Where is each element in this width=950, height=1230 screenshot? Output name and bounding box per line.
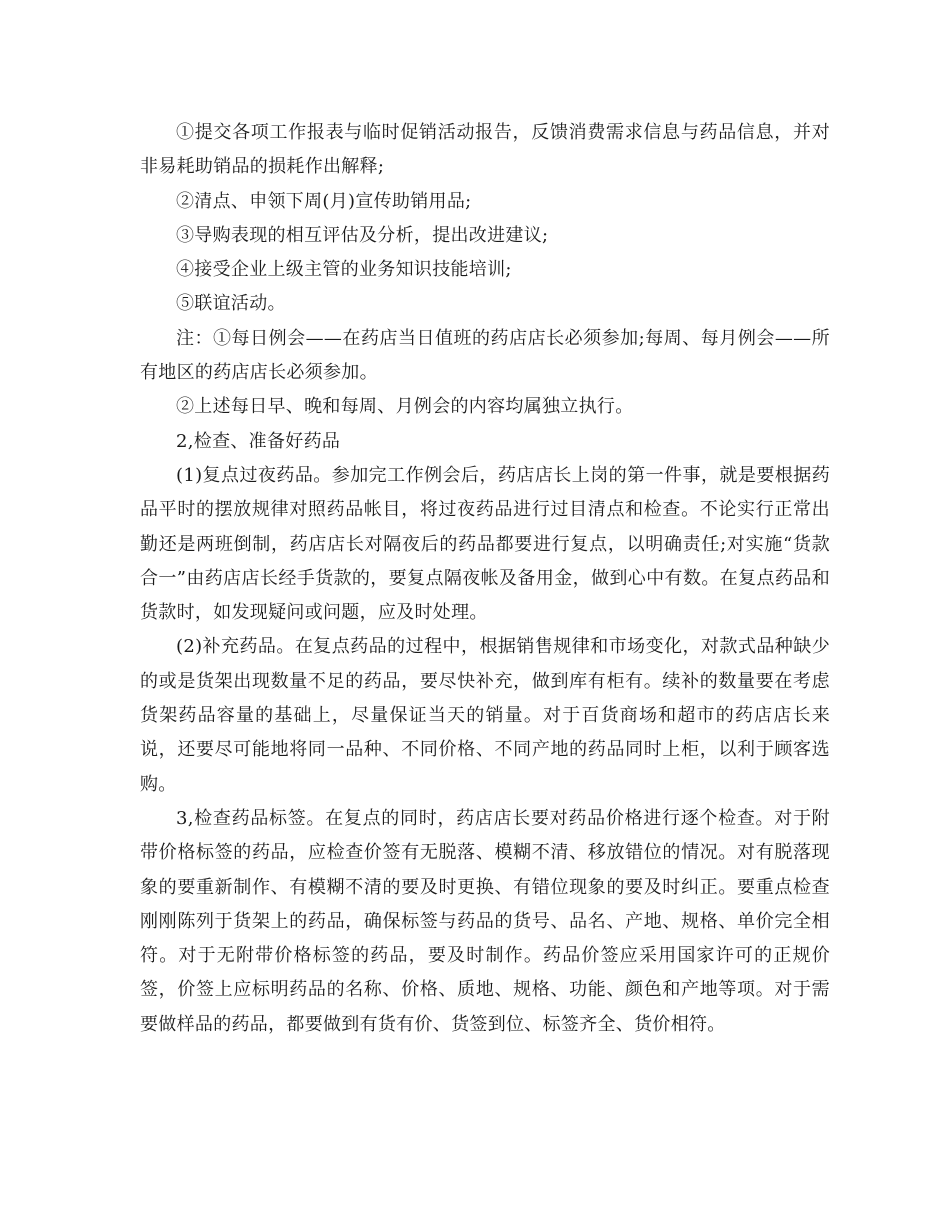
document-body <box>140 116 830 1042</box>
note-paragraph-2: ②上述每日早、晚和每周、月例会的内容均属独立执行。 <box>176 396 634 418</box>
paragraph-recount-drugs: (1)复点过夜药品。参加完工作例会后，药店店长上岗的第一件事，就是要根据药品平时的摆放规律对照药品帐目，将过夜药品进行过目清点和检查。不论实行正常出勤还是两班倒制，药店店长对隔夜后的药品都要进行复点，以明确责任;对实施“货款合一”由药店店长经手货款的，要复点隔夜帐及备用金，做到心中有数。在复点药品和货款时，如发现疑问或问题，应及时处理。 <box>140 464 830 624</box>
paragraph-check-labels: 3,检查药品标签。在复点的同时，药店店长要对药品价格进行逐个检查。对于附带价格标签的药品，应检查价签有无脱落、模糊不清、移放错位的情况。对有脱落现象的要重新制作、有模糊不清的要及时更换、有错位现象的要及时纠正。要重点检查刚刚陈列于货架上的药品，确保标签与药品的货号、品名、产地、规格、单价完全相符。对于无附带价格标签的药品，要及时制作。药品价签应采用国家许可的正规价签，价签上应标明药品的名称、价格、质地、规格、功能、颜色和产地等项。对于需要做样品的药品，都要做到有货有价、货签到位、标签齐全、货价相符。 <box>140 807 830 1035</box>
paragraph-item-1: ①提交各项工作报表与临时促销活动报告，反馈消费需求信息与药品信息，并对非易耗助销品的损耗作出解释; <box>140 122 830 178</box>
paragraph-item-2: ②清点、申领下周(月)宣传助销用品; <box>176 190 472 212</box>
paragraph-item-3: ③导购表现的相互评估及分析，提出改进建议; <box>176 224 549 246</box>
paragraph-item-4: ④接受企业上级主管的业务知识技能培训; <box>176 259 512 281</box>
paragraph-replenish-drugs: (2)补充药品。在复点药品的过程中，根据销售规律和市场变化，对款式品种缺少的或是货架出现数量不足的药品，要尽快补充，做到库有柜有。续补的数量要在考虑货架药品容量的基础上，尽量保证当天的销量。对于百货商场和超市的药店店长来说，还要尽可能地将同一品种、不同价格、不同产地的药品同时上柜，以利于顾客选购。 <box>140 636 830 795</box>
paragraph-item-5: ⑤联谊活动。 <box>176 293 286 315</box>
section-heading-2: 2,检查、准备好药品 <box>176 430 341 452</box>
note-paragraph: 注：①每日例会——在药店当日值班的药店店长必须参加;每周、每月例会——所有地区的药店店长必须参加。 <box>140 327 830 384</box>
